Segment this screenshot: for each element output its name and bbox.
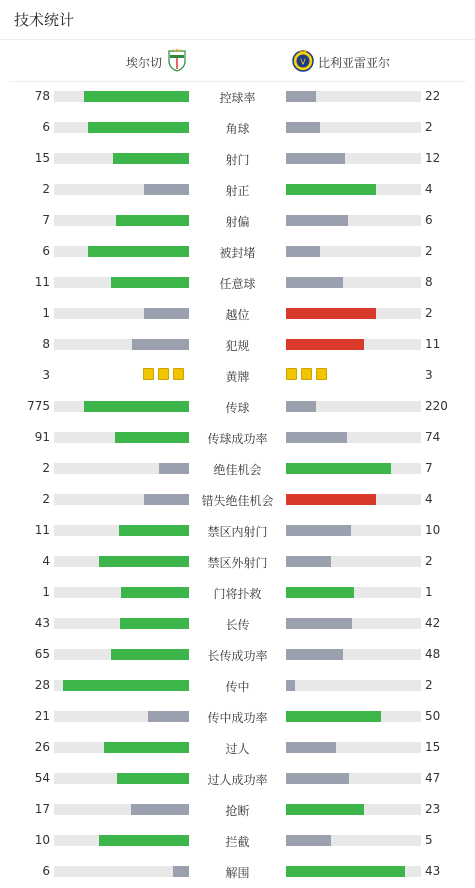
away-value: 3	[425, 368, 433, 382]
stat-label: 控球率	[219, 91, 256, 105]
home-bar-fill	[63, 680, 189, 691]
stat-row	[0, 546, 475, 577]
away-value: 2	[425, 678, 433, 692]
home-bar-fill	[116, 215, 189, 226]
stat-label: 传中成功率	[207, 711, 268, 725]
home-value: 1	[42, 585, 50, 599]
away-bar-track	[286, 432, 421, 443]
stat-row	[0, 794, 475, 825]
home-bar-fill	[117, 773, 189, 784]
home-value: 6	[42, 244, 50, 258]
home-bar-track	[54, 835, 189, 846]
stat-label: 过人	[225, 742, 250, 756]
away-bar-track	[286, 556, 421, 567]
yellow-card-icon	[173, 368, 184, 380]
home-value: 2	[42, 492, 50, 506]
away-bar-track	[286, 649, 421, 660]
home-bar-fill	[104, 742, 189, 753]
home-value: 65	[34, 647, 50, 661]
away-value: 47	[425, 771, 441, 785]
away-bar-fill	[286, 711, 381, 722]
stat-row	[0, 143, 475, 174]
stat-label: 传中	[225, 680, 250, 694]
home-value: 17	[34, 802, 50, 816]
home-value: 4	[42, 554, 50, 568]
away-value: 8	[425, 275, 433, 289]
yellow-card-icon	[143, 368, 154, 380]
home-value: 1	[42, 306, 50, 320]
away-value: 2	[425, 120, 433, 134]
home-bar-fill	[159, 463, 189, 474]
home-bar-fill	[99, 556, 189, 567]
away-value: 2	[425, 244, 433, 258]
away-value: 11	[425, 337, 441, 351]
home-value: 21	[34, 709, 50, 723]
home-bar-track	[54, 339, 189, 350]
home-bar-fill	[144, 494, 189, 505]
home-value: 6	[42, 120, 50, 134]
home-bar-track	[54, 401, 189, 412]
away-team-name[interactable]: 比利亚雷亚尔	[318, 56, 391, 70]
away-bar-fill	[286, 184, 376, 195]
away-bar-track	[286, 215, 421, 226]
home-value: 6	[42, 864, 50, 878]
stat-label: 解围	[225, 866, 250, 880]
stat-row	[0, 453, 475, 484]
away-bar-fill	[286, 494, 376, 505]
away-bar-fill	[286, 308, 376, 319]
home-value: 2	[42, 461, 50, 475]
stat-label: 任意球	[219, 277, 256, 291]
away-bar-fill	[286, 835, 331, 846]
stat-row	[0, 515, 475, 546]
home-yellow-cards	[143, 368, 188, 380]
stat-label: 犯规	[225, 339, 250, 353]
home-bar-fill	[113, 153, 189, 164]
home-bar-track	[54, 773, 189, 784]
away-value: 220	[425, 399, 448, 413]
stat-row	[0, 856, 475, 887]
home-bar-fill	[132, 339, 189, 350]
away-bar-track	[286, 91, 421, 102]
home-bar-fill	[115, 432, 189, 443]
stat-row	[0, 391, 475, 422]
away-value: 48	[425, 647, 441, 661]
away-bar-track	[286, 711, 421, 722]
away-value: 50	[425, 709, 441, 723]
yellow-card-icon	[316, 368, 327, 380]
home-value: 78	[34, 89, 50, 103]
stat-label: 射偏	[225, 215, 250, 229]
elche-badge-icon[interactable]	[167, 48, 187, 72]
away-bar-track	[286, 866, 421, 877]
stat-row	[0, 329, 475, 360]
yellow-card-icon	[158, 368, 169, 380]
stat-row	[0, 174, 475, 205]
teams-header	[0, 40, 475, 82]
away-value: 5	[425, 833, 433, 847]
svg-text:V: V	[300, 57, 306, 67]
away-bar-fill	[286, 432, 347, 443]
stat-row	[0, 763, 475, 794]
away-bar-track	[286, 494, 421, 505]
home-value: 26	[34, 740, 50, 754]
away-bar-fill	[286, 277, 343, 288]
home-value: 91	[34, 430, 50, 444]
home-bar-fill	[144, 308, 189, 319]
away-bar-track	[286, 463, 421, 474]
home-bar-track	[54, 91, 189, 102]
home-bar-fill	[121, 587, 189, 598]
stat-label: 黄牌	[225, 370, 250, 384]
away-bar-track	[286, 401, 421, 412]
home-bar-track	[54, 432, 189, 443]
page-title: 技术统计	[14, 11, 75, 29]
home-value: 7	[42, 213, 50, 227]
away-bar-track	[286, 122, 421, 133]
stat-row	[0, 639, 475, 670]
home-bar-track	[54, 866, 189, 877]
away-value: 1	[425, 585, 433, 599]
stat-row	[0, 577, 475, 608]
away-value: 7	[425, 461, 433, 475]
stat-label: 错失绝佳机会	[201, 494, 274, 508]
stat-label: 传球	[225, 401, 250, 415]
home-bar-track	[54, 804, 189, 815]
home-bar-track	[54, 277, 189, 288]
away-bar-fill	[286, 866, 405, 877]
home-bar-fill	[131, 804, 189, 815]
home-bar-fill	[84, 91, 189, 102]
away-bar-track	[286, 246, 421, 257]
stat-label: 禁区外射门	[207, 556, 268, 570]
away-bar-track	[286, 804, 421, 815]
away-bar-fill	[286, 215, 348, 226]
stat-label: 禁区内射门	[207, 525, 268, 539]
stat-row	[0, 484, 475, 515]
stat-label: 长传	[225, 618, 250, 632]
home-bar-fill	[144, 184, 189, 195]
home-bar-track	[54, 649, 189, 660]
home-bar-track	[54, 556, 189, 567]
home-bar-track	[54, 618, 189, 629]
stat-label: 长传成功率	[207, 649, 268, 663]
home-bar-fill	[84, 401, 189, 412]
home-bar-track	[54, 711, 189, 722]
away-bar-fill	[286, 153, 345, 164]
home-bar-track	[54, 308, 189, 319]
home-bar-track	[54, 463, 189, 474]
home-value: 15	[34, 151, 50, 165]
away-bar-fill	[286, 587, 354, 598]
stat-row	[0, 608, 475, 639]
home-value: 10	[34, 833, 50, 847]
stat-label: 抢断	[225, 804, 250, 818]
home-value: 775	[27, 399, 50, 413]
home-value: 8	[42, 337, 50, 351]
home-value: 2	[42, 182, 50, 196]
stat-row	[0, 298, 475, 329]
stat-label: 拦截	[225, 835, 250, 849]
away-bar-track	[286, 742, 421, 753]
stat-row	[0, 670, 475, 701]
home-value: 54	[34, 771, 50, 785]
home-bar-fill	[120, 618, 189, 629]
stat-label: 绝佳机会	[213, 463, 262, 477]
stat-row	[0, 360, 475, 391]
away-bar-fill	[286, 773, 349, 784]
home-bar-track	[54, 742, 189, 753]
stat-row	[0, 205, 475, 236]
away-bar-track	[286, 153, 421, 164]
away-bar-fill	[286, 91, 316, 102]
yellow-card-icon	[286, 368, 297, 380]
stat-label: 门将扑救	[213, 587, 262, 601]
away-value: 22	[425, 89, 441, 103]
away-value: 43	[425, 864, 441, 878]
home-bar-fill	[88, 246, 189, 257]
home-bar-track	[54, 122, 189, 133]
stat-label: 传球成功率	[207, 432, 268, 446]
home-bar-track	[54, 153, 189, 164]
away-bar-fill	[286, 525, 351, 536]
stat-row	[0, 701, 475, 732]
away-bar-fill	[286, 804, 364, 815]
stat-row	[0, 267, 475, 298]
stat-row	[0, 112, 475, 143]
away-bar-track	[286, 680, 421, 691]
away-bar-track	[286, 773, 421, 784]
home-value: 11	[34, 275, 50, 289]
away-bar-fill	[286, 649, 343, 660]
away-value: 6	[425, 213, 433, 227]
home-team-name[interactable]: 埃尔切	[125, 56, 162, 70]
stat-row	[0, 81, 475, 112]
home-bar-fill	[173, 866, 189, 877]
home-value: 43	[34, 616, 50, 630]
away-bar-track	[286, 184, 421, 195]
villarreal-badge-icon[interactable]	[292, 49, 314, 73]
away-value: 2	[425, 306, 433, 320]
home-bar-fill	[111, 277, 189, 288]
stat-row	[0, 422, 475, 453]
away-value: 4	[425, 492, 433, 506]
home-bar-track	[54, 587, 189, 598]
stats-list	[0, 81, 475, 887]
home-value: 3	[42, 368, 50, 382]
stat-label: 射门	[225, 153, 250, 167]
home-bar-track	[54, 215, 189, 226]
home-bar-fill	[148, 711, 189, 722]
stat-label: 射正	[225, 184, 250, 198]
home-value: 11	[34, 523, 50, 537]
home-bar-fill	[99, 835, 189, 846]
away-bar-fill	[286, 339, 364, 350]
away-value: 15	[425, 740, 441, 754]
away-bar-fill	[286, 742, 336, 753]
away-bar-fill	[286, 556, 331, 567]
home-bar-track	[54, 494, 189, 505]
home-bar-track	[54, 246, 189, 257]
stat-row	[0, 825, 475, 856]
away-bar-track	[286, 525, 421, 536]
away-bar-track	[286, 308, 421, 319]
away-bar-fill	[286, 618, 352, 629]
stat-row	[0, 732, 475, 763]
home-bar-track	[54, 184, 189, 195]
away-bar-track	[286, 835, 421, 846]
away-bar-track	[286, 277, 421, 288]
away-bar-track	[286, 587, 421, 598]
stat-label: 越位	[225, 308, 250, 322]
yellow-card-icon	[301, 368, 312, 380]
away-bar-fill	[286, 246, 320, 257]
stat-label: 过人成功率	[207, 773, 268, 787]
stat-label: 被封堵	[219, 246, 256, 260]
home-bar-track	[54, 680, 189, 691]
away-value: 23	[425, 802, 441, 816]
away-value: 10	[425, 523, 441, 537]
away-value: 12	[425, 151, 441, 165]
away-value: 74	[425, 430, 441, 444]
away-bar-fill	[286, 680, 295, 691]
away-bar-track	[286, 618, 421, 629]
away-bar-fill	[286, 401, 316, 412]
away-bar-fill	[286, 463, 391, 474]
home-bar-fill	[119, 525, 189, 536]
away-value: 2	[425, 554, 433, 568]
away-value: 4	[425, 182, 433, 196]
away-value: 42	[425, 616, 441, 630]
stat-row	[0, 236, 475, 267]
home-bar-fill	[88, 122, 189, 133]
away-bar-track	[286, 339, 421, 350]
home-bar-track	[54, 525, 189, 536]
home-value: 28	[34, 678, 50, 692]
away-bar-fill	[286, 122, 320, 133]
home-bar-fill	[111, 649, 189, 660]
stat-label: 角球	[225, 122, 250, 136]
